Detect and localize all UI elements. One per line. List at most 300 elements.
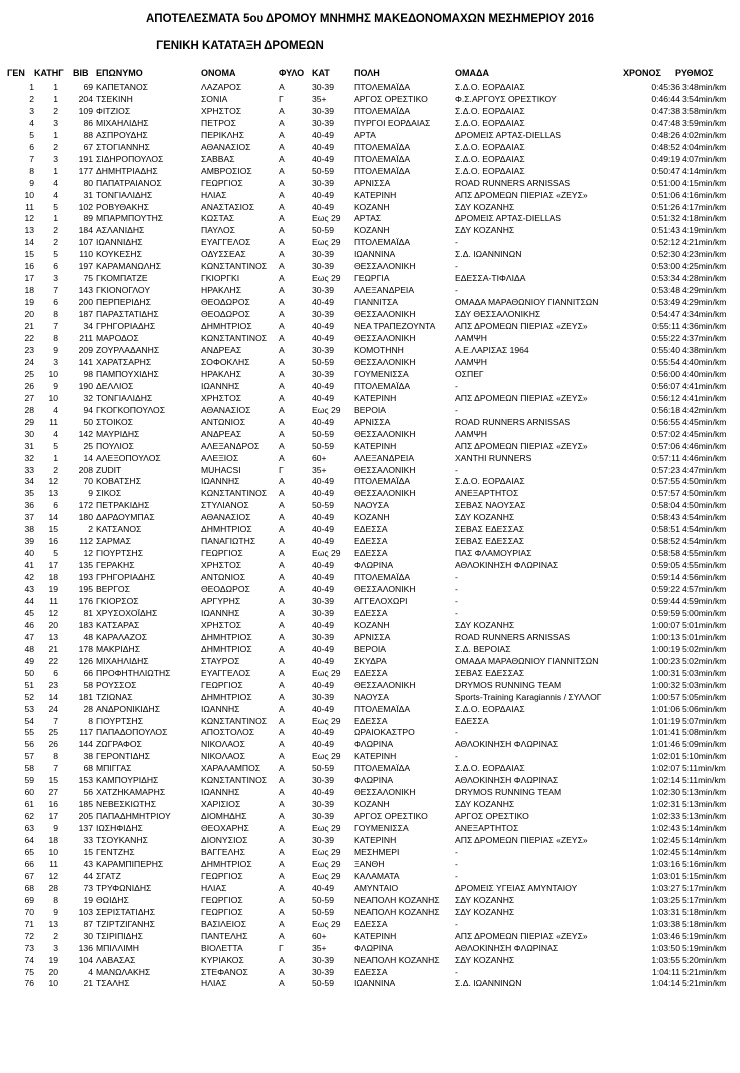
cell-surname: ΧΑΤΖΗΚΑΜΑΡΗΣ [96, 787, 166, 798]
cell-bib: 143 [78, 285, 93, 296]
cell-surname: ΘΩΙΔΗΣ [96, 894, 129, 905]
cell-pace: 4:37min/km [682, 333, 727, 344]
cell-sex: Α [279, 368, 285, 379]
cell-gen: 32 [24, 452, 34, 463]
cell-gen: 57 [24, 751, 34, 762]
cell-gen: 33 [24, 464, 34, 475]
cell-city: ΚΑΛΑΜΑΤΑ [354, 870, 400, 881]
cell-category: Εως 29 [312, 404, 341, 415]
cell-time: 0:51:26 [651, 201, 680, 212]
cell-name: ΕΥΑΓΓΕΛΟΣ [201, 667, 251, 678]
cell-sex: Α [279, 607, 285, 618]
cell-kat: 5 [53, 440, 58, 451]
cell-gen: 51 [24, 679, 34, 690]
cell-name: ΗΛΙΑΣ [201, 882, 227, 893]
cell-category: 30-39 [312, 368, 334, 379]
cell-gen: 76 [24, 978, 34, 989]
cell-sex: Α [279, 309, 285, 320]
cell-pace: 5:14min/km [682, 835, 727, 846]
cell-kat: 9 [53, 823, 58, 834]
table-row [0, 344, 740, 356]
cell-city: ΠΤΟΛΕΜΑΪΔΑ [354, 165, 411, 176]
cell-category: 40-49 [312, 882, 334, 893]
cell-sex: Α [279, 643, 285, 654]
cell-category: 40-49 [312, 416, 334, 427]
cell-pace: 4:54min/km [682, 536, 727, 547]
cell-gen: 35 [24, 488, 34, 499]
cell-surname: ΚΑΡΑΜΠΙΠΕΡΗΣ [96, 858, 164, 869]
table-row [0, 750, 740, 762]
cell-kat: 12 [48, 870, 58, 881]
cell-category: 50-59 [312, 763, 334, 774]
cell-pace: 4:45min/km [682, 416, 727, 427]
cell-gen: 29 [24, 416, 34, 427]
cell-gen: 47 [24, 631, 34, 642]
cell-city: ΦΛΩΡΙΝΑ [354, 942, 394, 953]
cell-bib: 58 [83, 679, 93, 690]
cell-sex: Α [279, 548, 285, 559]
cell-gen: 19 [24, 297, 34, 308]
cell-time: 0:56:00 [651, 368, 680, 379]
cell-surname: ΜΠΙΛΛΙΜΗ [96, 942, 139, 953]
cell-city: ΒΕΡΟΙΑ [354, 643, 386, 654]
cell-gen: 8 [29, 165, 34, 176]
cell-category: 35+ [312, 464, 327, 475]
cell-kat: 2 [53, 237, 58, 248]
cell-time: 1:02:01 [651, 751, 680, 762]
cell-team: ΑΘΛΟΚΙΝΗΣΗ ΦΛΩΡΙΝΑΣ [455, 739, 559, 750]
table-row [0, 177, 740, 189]
cell-pace: 5:14min/km [682, 823, 727, 834]
cell-surname: ΣΤΟΓΙΑΝΝΗΣ [96, 141, 150, 152]
cell-team: ΑΠΣ ΔΡΟΜΕΩΝ ΠΙΕΡΙΑΣ «ΖΕΥΣ» [455, 392, 588, 403]
cell-kat: 5 [53, 548, 58, 559]
cell-gen: 16 [24, 261, 34, 272]
cell-pace: 5:13min/km [682, 811, 727, 822]
cell-city: ΕΔΕΣΣΑ [354, 918, 388, 929]
cell-bib: 211 [79, 333, 93, 344]
cell-team: - [455, 847, 458, 857]
cell-surname: ΠΕΤΡΑΚΙΔΗΣ [96, 500, 150, 511]
cell-kat: 28 [48, 882, 58, 893]
cell-pace: 4:14min/km [682, 165, 727, 176]
cell-bib: 205 [78, 811, 93, 822]
cell-surname: ΚΑΠΕΤΑΝΟΣ [96, 82, 148, 92]
cell-kat: 5 [53, 249, 58, 260]
cell-kat: 23 [48, 679, 58, 690]
cell-bib: 208 [78, 464, 93, 475]
cell-time: 0:56:07 [651, 380, 680, 391]
cell-name: ΑΘΑΝΑΣΙΟΣ [201, 404, 251, 415]
cell-bib: 69 [83, 82, 93, 92]
cell-gen: 24 [24, 356, 34, 367]
cell-bib: 14 [83, 452, 93, 463]
cell-category: 40-49 [312, 584, 334, 595]
cell-gen: 36 [24, 500, 34, 511]
cell-surname: ΤΖΙΩΝΑΣ [96, 691, 133, 702]
cell-team: Σ.Δ.Ο. ΕΟΡΔΑΙΑΣ [455, 763, 525, 774]
cell-bib: 30 [83, 930, 93, 941]
cell-time: 0:48:52 [651, 141, 680, 152]
cell-team: DRYMOS RUNNING TEAM [455, 679, 562, 690]
cell-sex: Α [279, 189, 285, 200]
cell-bib: 12 [83, 548, 93, 559]
cell-surname: ΤΣΕΚΙΝΗ [96, 93, 133, 104]
cell-kat: 20 [48, 619, 58, 630]
cell-pace: 5:10min/km [682, 751, 727, 762]
cell-city: ΠΤΟΛΕΜΑΪΔΑ [354, 105, 411, 116]
cell-name: ΑΡΓΥΡΗΣ [201, 595, 241, 606]
cell-bib: 98 [83, 368, 93, 379]
cell-gen: 9 [29, 177, 34, 188]
table-row [0, 583, 740, 595]
cell-kat: 15 [48, 524, 58, 535]
cell-bib: 50 [83, 416, 93, 427]
cell-city: ΝΕΑΠΟΛΗ ΚΟΖΑΝΗΣ [354, 894, 440, 905]
cell-time: 1:00:07 [651, 619, 680, 630]
cell-gen: 7 [29, 153, 34, 164]
cell-surname: ΠΑΠΑΔΟΠΟΥΛΟΣ [96, 727, 168, 738]
cell-sex: Α [279, 882, 285, 893]
cell-sex: Α [279, 870, 285, 881]
cell-team: ΛΑΜΨΗ [455, 428, 488, 439]
cell-team: Σ.Δ.Ο. ΕΟΡΔΑΙΑΣ [455, 703, 525, 714]
cell-surname: ΠΑΡΑΣΤΑΤΙΔΗΣ [96, 309, 159, 320]
cell-kat: 11 [49, 858, 58, 869]
cell-name: ΠΑΝΑΓΙΩΤΗΣ [201, 536, 256, 547]
cell-kat: 3 [53, 942, 58, 953]
cell-bib: 195 [78, 584, 93, 595]
cell-gen: 40 [24, 548, 34, 559]
cell-name: ΑΠΟΣΤΟΛΟΣ [201, 727, 255, 738]
header-category: ΚΑΤ [312, 68, 330, 78]
cell-kat: 9 [53, 344, 58, 355]
cell-team: Φ.Σ.ΑΡΓΟΥΣ ΟΡΕΣΤΙΚΟΥ [455, 93, 557, 104]
cell-bib: 153 [78, 775, 93, 786]
cell-team: ΑΠΣ ΔΡΟΜΕΩΝ ΠΙΕΡΙΑΣ «ΖΕΥΣ» [455, 189, 588, 200]
cell-name: ΑΝΑΣΤΑΣΙΟΣ [201, 201, 255, 212]
cell-bib: 70 [83, 476, 93, 487]
cell-pace: 4:04min/km [682, 141, 727, 152]
cell-sex: Α [279, 835, 285, 846]
table-row [0, 930, 740, 942]
cell-sex: Α [279, 631, 285, 642]
cell-surname: ΜΑΚΡΙΔΗΣ [96, 643, 141, 654]
cell-city: ΠΤΟΛΕΜΑΪΔΑ [354, 703, 411, 714]
cell-team: - [455, 607, 458, 618]
cell-time: 1:03:16 [651, 858, 680, 869]
cell-gen: 13 [24, 225, 34, 236]
table-row [0, 296, 740, 308]
cell-gen: 63 [24, 823, 34, 834]
cell-name: ΚΩΝΣΤΑΝΤΙΝΟΣ [201, 488, 268, 499]
cell-team: ΑΘΛΟΚΙΝΗΣΗ ΦΛΩΡΙΝΑΣ [455, 560, 559, 571]
cell-name: ΙΩΑΝΝΗΣ [201, 476, 240, 487]
cell-sex: Α [279, 847, 285, 857]
cell-category: 40-49 [312, 141, 334, 152]
cell-time: 0:53:34 [651, 273, 680, 284]
cell-gen: 61 [24, 799, 34, 810]
cell-time: 1:01:19 [651, 715, 680, 726]
cell-city: ΕΔΕΣΣΑ [354, 524, 388, 535]
cell-bib: 33 [83, 835, 93, 846]
cell-kat: 3 [53, 273, 58, 284]
cell-name: ΣΤΕΦΑΝΟΣ [201, 966, 248, 977]
page-subtitle: ΓΕΝΙΚΗ ΚΑΤΑΤΑΞΗ ΔΡΟΜΕΩΝ [156, 40, 324, 52]
cell-bib: 200 [78, 297, 93, 308]
cell-sex: Α [279, 488, 285, 499]
table-row [0, 643, 740, 655]
cell-category: 40-49 [312, 476, 334, 487]
table-row [0, 452, 740, 464]
cell-bib: 94 [83, 404, 93, 415]
cell-gen: 53 [24, 703, 34, 714]
cell-sex: Α [279, 787, 285, 798]
cell-city: ΘΕΣΣΑΛΟΝΙΚΗ [354, 488, 416, 499]
cell-city: ΝΕΑ ΤΡΑΠΕΖΟΥΝΤΑ [354, 321, 436, 332]
cell-time: 0:53:00 [651, 261, 680, 272]
cell-pace: 4:19min/km [682, 225, 727, 236]
cell-pace: 5:13min/km [682, 799, 727, 810]
table-row [0, 786, 740, 798]
cell-bib: 184 [78, 225, 93, 236]
cell-sex: Α [279, 799, 285, 810]
cell-city: ΘΕΣΣΑΛΟΝΙΚΗ [354, 679, 416, 690]
cell-kat: 5 [53, 201, 58, 212]
cell-name: ΑΝΤΩΝΙΟΣ [201, 416, 246, 427]
table-row [0, 320, 740, 332]
table-row [0, 619, 740, 631]
cell-bib: 21 [83, 978, 93, 989]
cell-surname: ΠΑΠΑΔΗΜΗΤΡΙΟΥ [96, 811, 171, 822]
cell-category: 30-39 [312, 249, 334, 260]
cell-name: ΣΤΥΛΙΑΝΟΣ [201, 500, 249, 511]
cell-category: 30-39 [312, 309, 334, 320]
cell-kat: 27 [48, 787, 58, 798]
cell-name: ΣΟΝΙΑ [201, 93, 228, 104]
cell-bib: 187 [78, 309, 93, 320]
cell-gen: 17 [24, 273, 34, 284]
cell-city: ΑΡΝΙΣΣΑ [354, 416, 391, 427]
cell-name: ΝΙΚΟΛΑΟΣ [201, 751, 245, 762]
cell-bib: 190 [78, 380, 93, 391]
cell-surname: ΝΕΒΕΣΚΙΩΤΗΣ [96, 799, 157, 810]
cell-bib: 126 [78, 655, 93, 666]
cell-name: ΘΕΟΔΩΡΟΣ [201, 297, 250, 308]
cell-gen: 43 [24, 584, 34, 595]
cell-bib: 109 [78, 105, 93, 116]
cell-bib: 88 [83, 129, 93, 140]
header-bib: ΒΙΒ [73, 68, 89, 78]
cell-kat: 11 [49, 595, 58, 606]
cell-city: ΚΟΖΑΝΗ [354, 619, 390, 630]
cell-surname: ΠΕΡΠΕΡΙΔΗΣ [96, 297, 151, 308]
cell-team: - [455, 918, 458, 929]
cell-time: 1:02:07 [651, 763, 680, 774]
table-row [0, 906, 740, 918]
cell-bib: 144 [78, 739, 93, 750]
cell-city: ΕΔΕΣΣΑ [354, 548, 388, 559]
cell-category: 50-59 [312, 906, 334, 917]
cell-surname: ΤΡΥΦΩΝΙΔΗΣ [96, 882, 152, 893]
cell-city: ΓΟΥΜΕΝΙΣΣΑ [354, 823, 409, 834]
cell-surname: ΓΚΙΟΝΟΓΛΟΥ [96, 285, 151, 296]
cell-city: ΚΟΖΑΝΗ [354, 201, 390, 212]
cell-time: 0:59:44 [651, 595, 680, 606]
cell-category: 40-49 [312, 679, 334, 690]
cell-team: - [455, 727, 458, 738]
cell-pace: 4:46min/km [682, 440, 727, 451]
cell-kat: 4 [53, 428, 58, 439]
cell-city: ΘΕΣΣΑΛΟΝΙΚΗ [354, 261, 416, 272]
cell-sex: Α [279, 584, 285, 595]
cell-pace: 4:36min/km [682, 321, 727, 332]
cell-surname: ΤΟΝΓΙΑΛΙΔΗΣ [96, 189, 153, 200]
cell-team: - [455, 595, 458, 606]
cell-team: ΕΔΕΣΣΑ-ΤΙΦΛΙΔΑ [455, 273, 526, 284]
cell-time: 0:57:11 [651, 452, 680, 463]
cell-sex: Α [279, 237, 285, 248]
cell-surname: ΤΣΙΡΙΠΙΔΗΣ [96, 930, 143, 941]
cell-time: 0:48:26 [651, 129, 680, 140]
cell-name: ΑΘΑΝΑΣΙΟΣ [201, 512, 251, 523]
cell-sex: Α [279, 225, 285, 236]
cell-time: 1:04:11 [651, 966, 680, 977]
cell-city: ΑΡΤΑΣ [354, 213, 382, 224]
cell-bib: 112 [79, 536, 93, 547]
table-row [0, 762, 740, 774]
cell-sex: Α [279, 655, 285, 666]
cell-category: 50-59 [312, 500, 334, 511]
cell-sex: Α [279, 321, 285, 332]
cell-category: 30-39 [312, 631, 334, 642]
cell-surname: ΖΩΓΡΑΦΟΣ [96, 739, 142, 750]
cell-time: 1:02:33 [651, 811, 680, 822]
cell-pace: 3:48min/km [682, 82, 727, 92]
cell-surname: ΜΠΙΓΓΑΣ [96, 763, 132, 774]
cell-sex: Α [279, 452, 285, 463]
cell-category: 30-39 [312, 607, 334, 618]
cell-time: 1:00:23 [651, 655, 680, 666]
cell-pace: 4:16min/km [682, 189, 727, 200]
cell-surname: ΣΙΚΟΣ [96, 488, 122, 499]
cell-bib: 19 [83, 894, 93, 905]
cell-gen: 39 [24, 536, 34, 547]
cell-surname: ΓΕΡΑΚΗΣ [96, 560, 135, 571]
cell-gen: 30 [24, 428, 34, 439]
cell-time: 1:01:41 [651, 727, 680, 738]
cell-category: 40-49 [312, 189, 334, 200]
cell-city: ΕΔΕΣΣΑ [354, 966, 388, 977]
table-row [0, 440, 740, 452]
cell-gen: 72 [24, 930, 34, 941]
cell-name: ΟΔΥΣΣΕΑΣ [201, 249, 246, 260]
cell-surname: ΚΑΤΣΑΡΑΣ [96, 619, 140, 630]
cell-pace: 4:29min/km [682, 297, 727, 308]
cell-pace: 4:50min/km [682, 488, 727, 499]
cell-bib: 193 [78, 572, 93, 583]
cell-sex: Α [279, 966, 285, 977]
cell-team: ΣΕΒΑΣ ΝΑΟΥΣΑΣ [455, 500, 526, 511]
cell-team: ΣΔΥ ΚΟΖΑΝΗΣ [455, 906, 515, 917]
cell-surname: ΛΑΒΑΣΑΣ [96, 954, 136, 965]
cell-team: ΟΣΠΕΓ [455, 368, 484, 379]
cell-kat: 20 [48, 966, 58, 977]
cell-team: - [455, 751, 458, 762]
cell-gen: 75 [24, 966, 34, 977]
cell-kat: 8 [53, 751, 58, 762]
cell-kat: 1 [53, 213, 58, 224]
cell-kat: 12 [48, 476, 58, 487]
cell-sex: Α [279, 739, 285, 750]
cell-name: ΠΑΝΤΕΛΗΣ [201, 930, 248, 941]
cell-city: ΠΤΟΛΕΜΑΪΔΑ [354, 237, 411, 248]
cell-team: ΣΔΥ ΚΟΖΑΝΗΣ [455, 799, 515, 810]
cell-surname: ΜΑΝΩΛΑΚΗΣ [96, 966, 151, 977]
cell-time: 1:02:45 [651, 835, 680, 846]
cell-team: ΣΔΥ ΚΟΖΑΝΗΣ [455, 894, 515, 905]
cell-name: ΙΩΑΝΝΗΣ [201, 607, 240, 618]
cell-kat: 14 [48, 691, 58, 702]
cell-time: 0:57:06 [651, 440, 680, 451]
cell-bib: 15 [83, 847, 93, 857]
cell-bib: 56 [83, 787, 93, 798]
cell-kat: 10 [48, 368, 58, 379]
cell-kat: 3 [53, 153, 58, 164]
page-title: ΑΠΟΤΕΛΕΣΜΑΤΑ 5ου ΔΡΟΜΟΥ ΜΝΗΜΗΣ ΜΑΚΕΔΟΝΟΜΑΧΩΝ ΜΕΣΗΜΕΡΙΟΥ 2016 [145, 13, 595, 25]
cell-team: Σ.Δ.Ο. ΕΟΡΔΑΙΑΣ [455, 117, 525, 128]
cell-gen: 37 [24, 512, 34, 523]
cell-surname: ΒΕΡΓΟΣ [96, 584, 130, 595]
cell-pace: 4:21min/km [682, 237, 727, 248]
cell-category: 40-49 [312, 703, 334, 714]
cell-gen: 74 [24, 954, 34, 965]
table-row [0, 559, 740, 571]
cell-gen: 23 [24, 344, 34, 355]
table-row [0, 631, 740, 643]
table-row [0, 260, 740, 272]
cell-sex: Α [279, 572, 285, 583]
table-row [0, 715, 740, 727]
cell-time: 1:00:13 [651, 631, 680, 642]
cell-pace: 5:17min/km [682, 882, 727, 893]
cell-bib: 107 [78, 237, 93, 248]
cell-gen: 26 [24, 380, 34, 391]
cell-name: ΓΕΩΡΓΙΟΣ [201, 548, 243, 559]
cell-bib: 136 [78, 942, 93, 953]
cell-surname: ΓΚΟΓΚΟΠΟΥΛΟΣ [96, 404, 166, 415]
table-row [0, 547, 740, 559]
cell-time: 1:01:06 [651, 703, 680, 714]
table-row [0, 882, 740, 894]
cell-gen: 60 [24, 787, 34, 798]
table-row [0, 691, 740, 703]
cell-city: ΑΡΓΟΣ ΟΡΕΣΤΙΚΟ [354, 811, 428, 822]
cell-team: ΔΡΟΜΕΙΣ ΥΓΕΙΑΣ ΑΜΥΝΤΑΙΟΥ [455, 882, 578, 893]
cell-surname: ΜΑΥΡΙΔΗΣ [96, 428, 140, 439]
cell-name: ΘΕΟΔΩΡΟΣ [201, 309, 250, 320]
cell-sex: Α [279, 249, 285, 260]
cell-time: 0:47:48 [651, 117, 680, 128]
cell-name: ΚΩΝΣΤΑΝΤΙΝΟΣ [201, 261, 268, 272]
cell-sex: Α [279, 500, 285, 511]
table-row [0, 726, 740, 738]
table-row [0, 810, 740, 822]
cell-team: Σ.Δ.Ο. ΕΟΡΔΑΙΑΣ [455, 105, 525, 116]
cell-city: ΚΑΤΕΡΙΝΗ [354, 930, 397, 941]
cell-bib: 110 [79, 249, 93, 260]
cell-pace: 4:40min/km [682, 356, 727, 367]
